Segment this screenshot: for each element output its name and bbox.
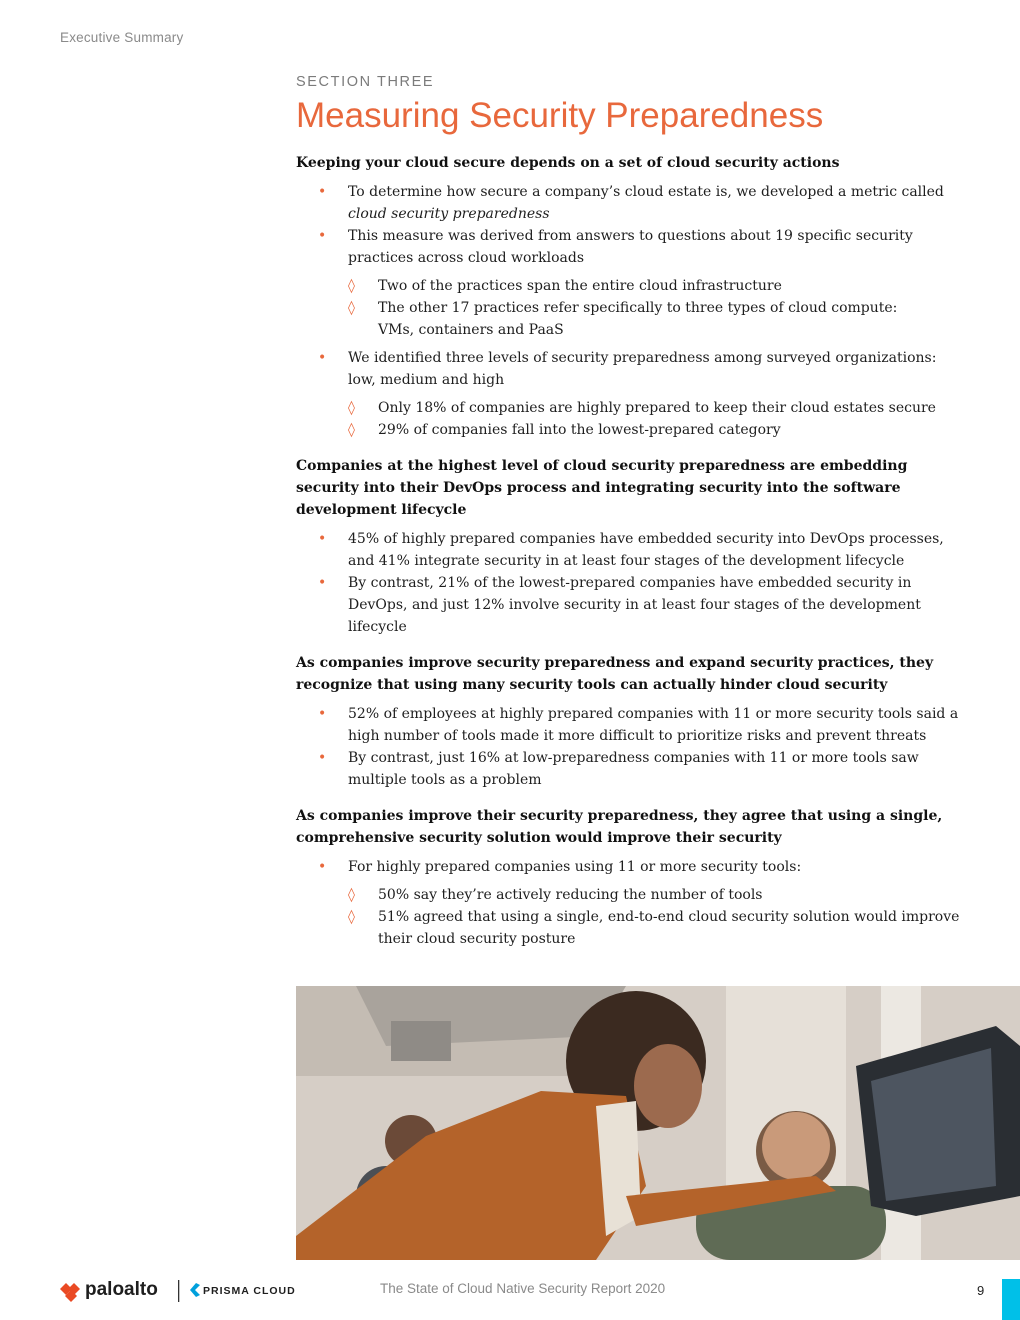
bullet-list xyxy=(296,856,968,950)
main-content xyxy=(296,74,968,964)
footer-logos xyxy=(60,1276,310,1304)
section-block-1 xyxy=(296,152,968,441)
sub-list-text: VMs, containers and PaaS xyxy=(378,322,564,339)
office-photo xyxy=(296,986,1020,1260)
sub-list-item: ◊ 51% agreed that using a single, end-to-end cloud security solution would improve their cloud security posture xyxy=(348,906,968,950)
list-item xyxy=(296,225,968,341)
bullet-text: • 52% of employees at highly prepared companies with 11 or more security tools said a high number of tools made it more difficult to prioritize risks and prevent threats xyxy=(348,706,959,745)
sub-list-item xyxy=(348,297,968,341)
page-number: 9 xyxy=(977,1283,985,1298)
bullet-list xyxy=(296,703,968,791)
list-item xyxy=(296,856,968,950)
bullet-emphasis: cloud security preparedness xyxy=(348,206,550,223)
block-heading: As companies improve security preparedness and expand security practices, they recognize that using many security tools can actually hinder cloud security xyxy=(296,655,934,694)
block-heading: As companies improve their security preparedness, they agree that using a single, comprehensive security solution would improve their security xyxy=(296,808,943,847)
bullet-text: • We identified three levels of security preparedness among surveyed organizations: low, medium and high xyxy=(348,350,937,389)
list-item xyxy=(296,703,968,747)
paloalto-logo xyxy=(60,1276,310,1304)
sub-list-item: ◊ 29% of companies fall into the lowest-prepared category xyxy=(348,419,968,441)
section-block-2 xyxy=(296,455,968,638)
logo-primary-text: paloalto xyxy=(85,1279,158,1300)
section-label: SECTION THREE xyxy=(296,74,435,90)
list-item xyxy=(296,528,968,572)
bullet-text: • For highly prepared companies using 11 or more security tools: xyxy=(348,859,802,876)
list-item xyxy=(296,181,968,225)
block-heading: Companies at the highest level of cloud security preparedness are embedding security into their DevOps process and integrating security into the software development lifecycle xyxy=(296,458,908,519)
bullet-text: • 45% of highly prepared companies have embedded security into DevOps processes, and 41% integrate security in at least four stages of the development lifecycle xyxy=(348,531,944,570)
sub-list-text: The other 17 practices refer specifically to three types of cloud compute: xyxy=(378,300,898,317)
bullet-text: • By contrast, 21% of the lowest-prepared companies have embedded security in DevOps, and just 12% involve security in at least four stages of the development lifecycle xyxy=(348,575,921,636)
sub-bullet-list xyxy=(348,275,968,341)
list-item xyxy=(296,347,968,441)
section-block-4 xyxy=(296,805,968,950)
sub-list-item: ◊ Two of the practices span the entire cloud infrastructure xyxy=(348,275,968,297)
page-tab-marker xyxy=(1002,1279,1020,1320)
sub-bullet-list xyxy=(348,884,968,950)
footer-report-title: The State of Cloud Native Security Report 2020 xyxy=(380,1281,666,1296)
sub-list-item: ◊ 50% say they’re actively reducing the number of tools xyxy=(348,884,968,906)
bullet-text: • By contrast, just 16% at low-preparedness companies with 11 or more tools saw multiple tools as a problem xyxy=(348,750,919,789)
running-head: Executive Summary xyxy=(60,30,184,45)
prisma-icon xyxy=(190,1283,200,1297)
logo-secondary-text: PRISMA CLOUD xyxy=(203,1285,296,1297)
bullet-text: • This measure was derived from answers to questions about 19 specific security practices across cloud workloads xyxy=(348,228,913,267)
section-block-3 xyxy=(296,652,968,791)
bullet-list xyxy=(296,528,968,638)
bullet-list xyxy=(296,181,968,441)
bullet-text: To determine how secure a company’s cloud estate is, we developed a metric called xyxy=(348,184,944,201)
list-item xyxy=(296,572,968,638)
sub-bullet-list xyxy=(348,397,968,441)
sub-list-item: ◊ Only 18% of companies are highly prepared to keep their cloud estates secure xyxy=(348,397,968,419)
block-heading: Keeping your cloud secure depends on a set of cloud security actions xyxy=(296,155,840,172)
list-item xyxy=(296,747,968,791)
office-photo-illustration xyxy=(296,986,1020,1260)
page-title: Measuring Security Preparedness xyxy=(296,96,824,135)
